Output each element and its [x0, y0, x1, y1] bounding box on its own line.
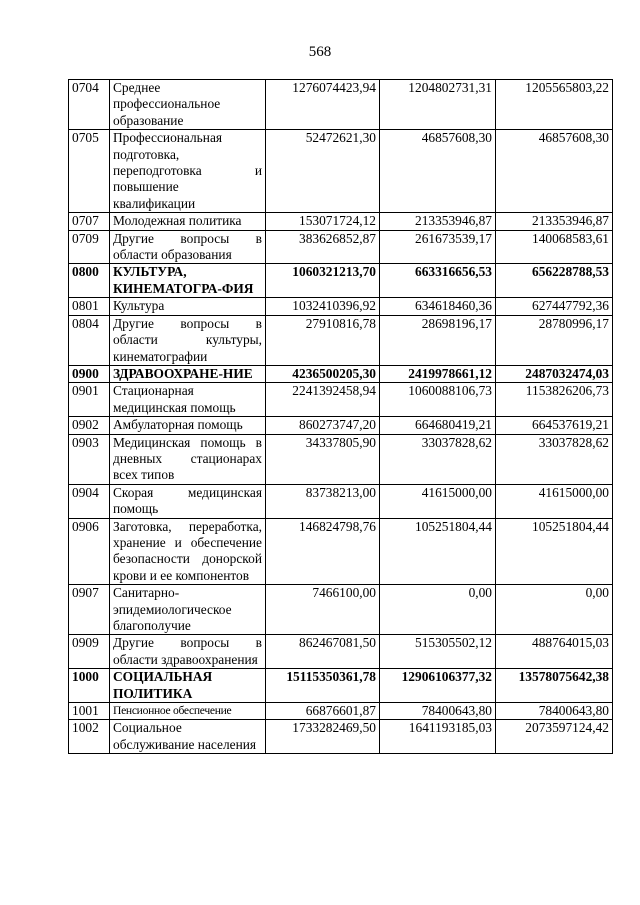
row-value-2: 634618460,36	[380, 298, 496, 315]
row-code: 0705	[69, 130, 110, 213]
row-value-2: 261673539,17	[380, 230, 496, 264]
row-code: 0906	[69, 518, 110, 585]
row-name: Скорая медицинская помощь	[110, 484, 266, 518]
row-value-3: 13578075642,38	[496, 669, 613, 703]
row-name: Пенсионное обеспечение	[110, 703, 266, 720]
row-name: СОЦИАЛЬНАЯ ПОЛИТИКА	[110, 669, 266, 703]
row-value-2: 105251804,44	[380, 518, 496, 585]
row-value-1: 862467081,50	[266, 635, 380, 669]
row-code: 1000	[69, 669, 110, 703]
row-value-2: 2419978661,12	[380, 365, 496, 382]
row-value-1: 15115350361,78	[266, 669, 380, 703]
table-row	[69, 585, 613, 635]
row-value-1: 146824798,76	[266, 518, 380, 585]
row-value-2: 78400643,80	[380, 703, 496, 720]
row-value-2: 46857608,30	[380, 130, 496, 213]
row-code: 0800	[69, 264, 110, 298]
row-name	[110, 130, 266, 213]
row-code: 1001	[69, 703, 110, 720]
row-value-3: 105251804,44	[496, 518, 613, 585]
table-row	[69, 703, 613, 720]
row-value-2: 663316656,53	[380, 264, 496, 298]
row-value-3: 41615000,00	[496, 484, 613, 518]
row-value-3: 213353946,87	[496, 213, 613, 230]
row-code: 0904	[69, 484, 110, 518]
table-row	[69, 213, 613, 230]
row-value-2: 41615000,00	[380, 484, 496, 518]
row-code: 0801	[69, 298, 110, 315]
row-value-1: 2241392458,94	[266, 383, 380, 417]
row-value-2: 0,00	[380, 585, 496, 635]
table-row	[69, 383, 613, 417]
row-value-2: 213353946,87	[380, 213, 496, 230]
row-code: 0902	[69, 417, 110, 434]
row-name: Культура	[110, 298, 266, 315]
row-value-1: 1060321213,70	[266, 264, 380, 298]
row-value-3: 488764015,03	[496, 635, 613, 669]
table-row	[69, 365, 613, 382]
row-name: Другие вопросы в области здравоохранения	[110, 635, 266, 669]
row-value-1: 7466100,00	[266, 585, 380, 635]
row-value-3: 1205565803,22	[496, 80, 613, 130]
row-code: 1002	[69, 720, 110, 754]
table-row	[69, 130, 613, 213]
row-code: 0903	[69, 434, 110, 484]
table-row	[69, 264, 613, 298]
row-name: Медицинская помощь в дневных стационарах всех типов	[110, 434, 266, 484]
table-row	[69, 635, 613, 669]
table-row	[69, 484, 613, 518]
row-name-main: Профессиональная подготовка, переподготовка и повышение квалификации	[113, 130, 262, 211]
row-value-1: 66876601,87	[266, 703, 380, 720]
row-value-2: 28698196,17	[380, 315, 496, 365]
row-value-2: 1641193185,03	[380, 720, 496, 754]
table-row	[69, 720, 613, 754]
page-number: 568	[308, 44, 332, 60]
row-value-2: 515305502,12	[380, 635, 496, 669]
row-code: 0907	[69, 585, 110, 635]
row-value-3: 140068583,61	[496, 230, 613, 264]
row-value-3: 78400643,80	[496, 703, 613, 720]
row-name: Стационарная медицинская помощь	[110, 383, 266, 417]
row-name: КУЛЬТУРА, КИНЕМАТОГРА-ФИЯ	[110, 264, 266, 298]
row-value-3: 1153826206,73	[496, 383, 613, 417]
row-name: Заготовка, переработка, хранение и обеспечение безопасности донорской крови и ее компонентов	[110, 518, 266, 585]
table-row	[69, 434, 613, 484]
row-value-1: 4236500205,30	[266, 365, 380, 382]
row-value-2: 664680419,21	[380, 417, 496, 434]
table-row	[69, 417, 613, 434]
row-code: 0901	[69, 383, 110, 417]
row-value-1: 27910816,78	[266, 315, 380, 365]
row-name: Санитарно-эпидемиологическое благополучие	[110, 585, 266, 635]
row-value-3: 33037828,62	[496, 434, 613, 484]
row-value-1: 34337805,90	[266, 434, 380, 484]
row-name: Социальное обслуживание населения	[110, 720, 266, 754]
table-row	[69, 669, 613, 703]
row-value-3: 2487032474,03	[496, 365, 613, 382]
table-row	[69, 315, 613, 365]
row-value-3: 28780996,17	[496, 315, 613, 365]
row-value-1: 1733282469,50	[266, 720, 380, 754]
row-value-3: 46857608,30	[496, 130, 613, 213]
row-value-3: 2073597124,42	[496, 720, 613, 754]
row-value-2: 12906106377,32	[380, 669, 496, 703]
row-name: ЗДРАВООХРАНЕ-НИЕ	[110, 365, 266, 382]
row-value-2: 33037828,62	[380, 434, 496, 484]
row-name: Другие вопросы в области культуры, кинематографии	[110, 315, 266, 365]
row-value-1: 83738213,00	[266, 484, 380, 518]
row-name: Амбулаторная помощь	[110, 417, 266, 434]
budget-table	[68, 79, 613, 754]
row-code: 0909	[69, 635, 110, 669]
row-code: 0900	[69, 365, 110, 382]
row-value-2: 1204802731,31	[380, 80, 496, 130]
row-name: Среднее профессиональное образование	[110, 80, 266, 130]
table-row	[69, 80, 613, 130]
row-name: Молодежная политика	[110, 213, 266, 230]
row-value-1: 1276074423,94	[266, 80, 380, 130]
table-row	[69, 518, 613, 585]
row-value-1: 383626852,87	[266, 230, 380, 264]
row-code: 0709	[69, 230, 110, 264]
row-value-3: 627447792,36	[496, 298, 613, 315]
row-value-1: 153071724,12	[266, 213, 380, 230]
row-code: 0704	[69, 80, 110, 130]
row-code: 0707	[69, 213, 110, 230]
row-code: 0804	[69, 315, 110, 365]
row-value-3: 0,00	[496, 585, 613, 635]
row-value-2: 1060088106,73	[380, 383, 496, 417]
row-value-1: 1032410396,92	[266, 298, 380, 315]
table-row	[69, 298, 613, 315]
table-row	[69, 230, 613, 264]
row-name: Другие вопросы в области образования	[110, 230, 266, 264]
row-value-1: 52472621,30	[266, 130, 380, 213]
row-value-1: 860273747,20	[266, 417, 380, 434]
row-value-3: 656228788,53	[496, 264, 613, 298]
row-value-3: 664537619,21	[496, 417, 613, 434]
